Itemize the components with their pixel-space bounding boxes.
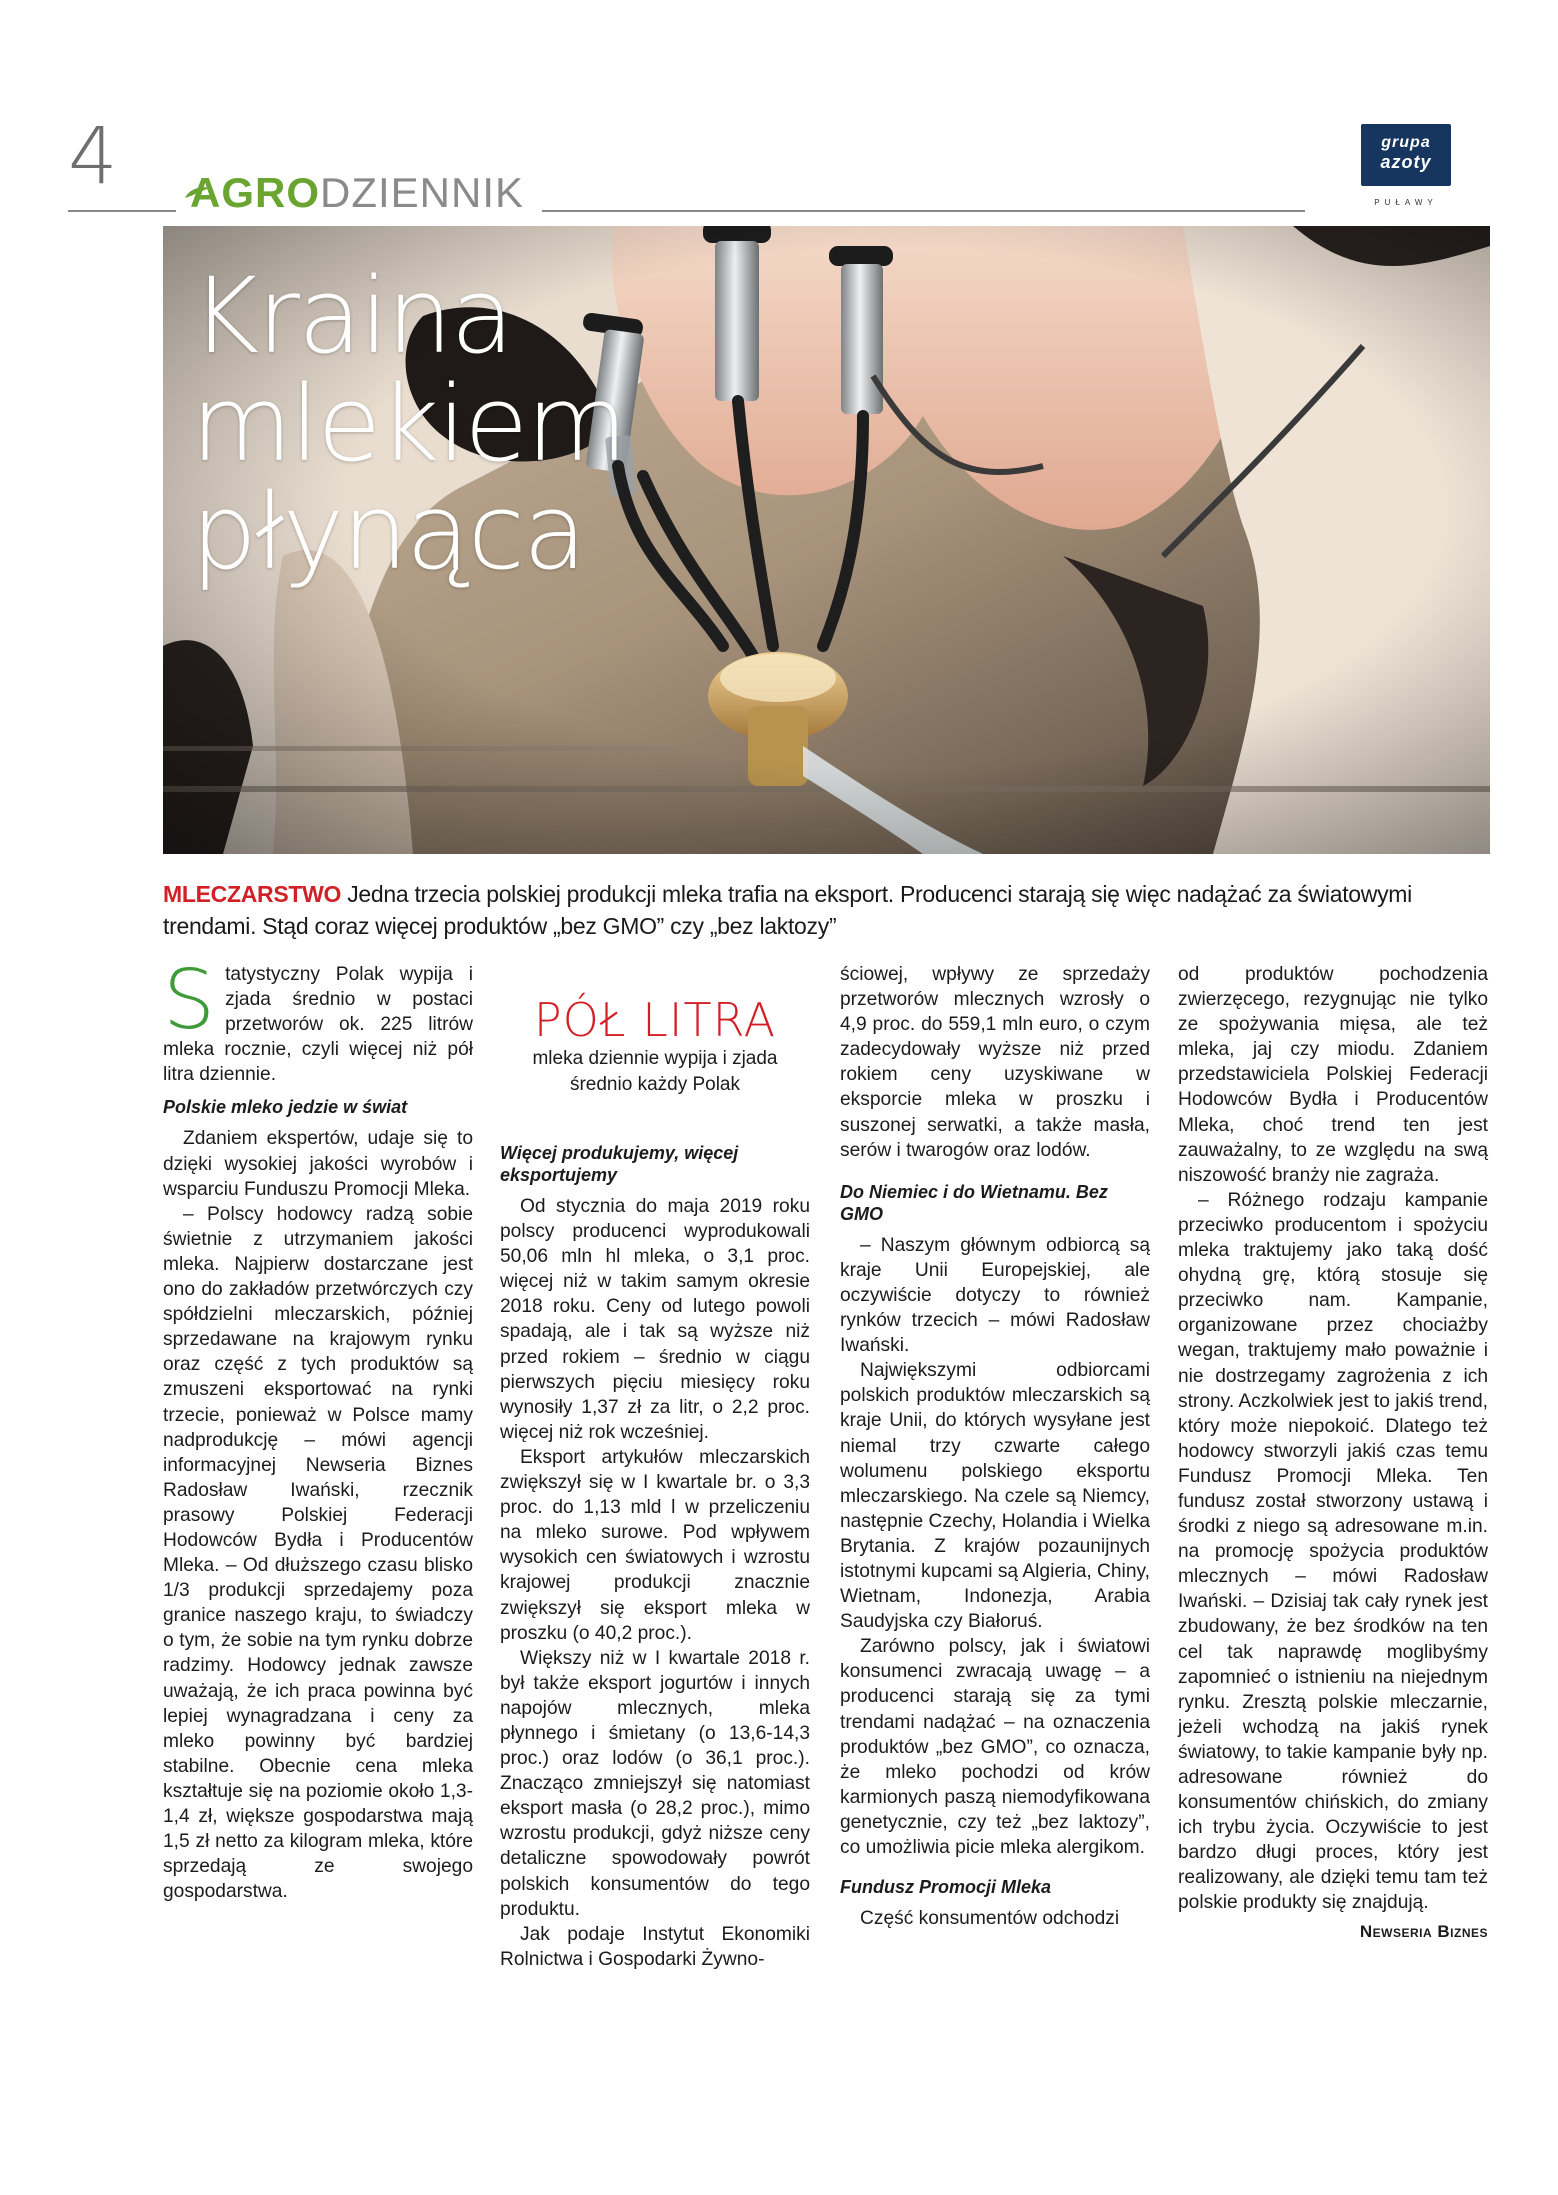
intro-text: tatystyczny Polak wypija i zjada średnio w postaci przetworów ok. 225 litrów mleka rocznie, czyli więcej niż pół litra dziennie. [163,964,473,1086]
column-2 [500,962,810,1972]
pull-quote [500,993,810,1098]
article-headline [191,255,626,593]
paragraph: od produktów pochodzenia zwierzęcego, rezygnując nie tylko ze spożywania mięsa, ale też mleka, jaj czy miodu. Zdaniem przedstawiciela Polskiej Federacji Hodowców Bydła i Producentów Mleka, choć trend ten jest zauważalny, to ze względu na swą niszowość branży nie zagraża. [1178,964,1488,1186]
headline-line-2: mlekiem [191,363,626,485]
paragraph: ściowej, wpływy ze sprzedaży przetworów mlecznych wzrosły o 4,9 proc. do 559,1 mln euro, o czym zadecydowały wyższe niż przed rokiem ceny uzyskiwane w eksporcie mleka w proszku i suszonej serwatki, a także masła, serów i twarogów oraz lodów. [840,964,1150,1161]
lead-kicker: MLECZARSTWO [163,881,342,907]
subheading: Więcej produkujemy, więcej eksportujemy [500,1143,739,1185]
paragraph: Eksport artykułów mleczarskich zwiększył się w I kwartale br. o 3,3 proc. do 1,13 mld l w przeliczeniu na mleko surowe. Pod wpływem wysokich cen światowych i wzrostu krajowej produkcji znacznie zwiększył się eksport mleka w proszku (o 40,2 proc.). [500,1446,810,1644]
paragraph: Większy niż w I kwartale 2018 r. był także eksport jogurtów i innych napojów mlecznych, mleka płynnego i śmietany (o 13,6-14,3 proc.) oraz lodów (o 36,1 proc.). Znacząco zmniejszył się natomiast eksport masła (o 28,2 proc.), mimo wzrostu produkcji, gdyż niższe ceny detaliczne spowodowały powrót polskich konsumentów do tego produktu. [500,1647,810,1920]
subheading: Fundusz Promocji Mleka [840,1877,1052,1898]
leaf-icon [184,186,210,200]
headline-line-1: Kraina [191,255,513,377]
paragraph: – Naszym głównym odbiorcą są kraje Unii Europejskiej, ale oczywiście dotyczy to również rynków trzecich – mówi Radosław Iwański. [840,1234,1150,1357]
paragraph: Od stycznia do maja 2019 roku polscy producenci wyprodukowali 50,06 mln hl mleka, o 3,1 proc. więcej niż w takim samym okresie 2018 roku. Ceny od lutego powoli spadają, ale i tak są wyższe niż przed rokiem – średnio w ciągu pierwszych pięciu miesięcy roku wynosiły 1,37 zł za litr, o 2,2 proc. więcej niż rok wcześniej. [500,1196,810,1443]
lead-text: Jedna trzecia polskiej produkcji mleka trafia na eksport. Producenci starają się więc nadążać za światowymi trendami. Stąd coraz więcej produktów „bez GMO” czy „bez laktozy” [163,881,1412,939]
intro-paragraph [163,953,473,1087]
paragraph: Część konsumentów odchodzi [860,1908,1120,1930]
drop-cap: S [163,953,216,1048]
column-4 [1178,962,1488,1944]
grupa-azoty-logo [1361,124,1451,186]
page-number: 4 [68,112,118,202]
pull-quote-title: PÓŁ LITRA [533,993,777,1047]
column-3 [840,962,1150,1931]
brand-agro: AGRO [190,169,320,216]
paragraph: Jak podaje Instytut Ekonomiki Rolnictwa i Gospodarki Żywno- [500,1923,810,1970]
column-1 [163,953,473,1904]
brand-dziennik: DZIENNIK [320,169,525,216]
subheading: Polskie mleko jedzie w świat [163,1097,408,1118]
subheading: Do Niemiec i do Wietnamu. Bez GMO [840,1181,1108,1224]
hero-photo [163,226,1490,854]
paragraph: Największymi odbiorcami polskich produktów mleczarskich są kraje Unii, do których wysyłane jest niemal trzy czwarte całego wolumenu polskiego eksportu mleczarskiego. Na czele są Niemcy, następnie Czechy, Holandia i Wielka Brytania. Z krajów pozaunijnych istotnymi kupcami są Algieria, Chiny, Wietnam, Indonezja, Arabia Saudyjska czy Białoruś. [840,1360,1150,1633]
author-signoff: Newseria Biznes [1359,1921,1488,1941]
paragraph: Zarówno polscy, jak i światowi konsumenci zwracają uwagę – a producenci starają się za tymi trendami nadążać – na oznaczenia produktów „bez GMO”, co oznacza, że mleko pochodzi od krów karmionych paszą niemodyfikowana genetycznie, czy też „bez laktozy”, co umożliwia picie mleka alergikom. [840,1636,1150,1858]
paragraph: – Polscy hodowcy radzą sobie świetnie z utrzymaniem jakości mleka. Najpierw dostarczane jest ono do zakładów przetwórczych czy spółdzielni mleczarskich, później sprzedawane na krajowym rynku oraz część z tych produktów są zmuszeni eksportować na rynki trzecie, ponieważ w Polsce mamy nadprodukcję – mówi agencji informacyjnej Newseria Biznes Radosław Iwański, rzecznik prasowy Polskiej Federacji Hodowców Bydła i Producentów Mleka. – Od dłuższego czasu blisko 1/3 produkcji sprzedajemy poza granice naszego kraju, to świadczy o tym, że sobie na tym rynku dobrze radzimy. Hodowcy jednak zawsze uważają, że ich praca powinna być lepiej wynagradzana i ceny za mleko powinny być bardziej stabilne. Obecnie cena mleka kształtuje się na poziomie około 1,3-1,4 zł, większe gospodarstwa mają 1,5 zł netto za kilogram mleka, które sprzedają ze swojego gospodarstwa. [163,1203,473,1903]
logo-line2: azoty [1380,152,1432,172]
logo-line1: grupa [1381,134,1431,151]
article-lead [163,878,1463,942]
header-rule-right [542,210,1305,212]
paragraph: Zdaniem ekspertów, udaje się to dzięki wysokiej jakości wyrobów i wsparciu Funduszu Promocji Mleka. [163,1128,473,1200]
header-rule-left [68,210,176,212]
headline-line-3: płynąca [191,471,585,593]
masthead-brand [190,169,525,216]
logo-subtitle: PUŁAWY [1374,198,1438,207]
pull-quote-caption: mleka dziennie wypija i zjada średnio każdy Polak [532,1048,778,1095]
paragraph: – Różnego rodzaju kampanie przeciwko producentom i spożyciu mleka traktujemy jako taką dość ohydną grę, którą stosuje się przeciwko nam. Kampanie, organizowane przez chociażby wegan, traktujemy mało poważnie i nie dostrzegamy zagrożenia z ich strony. Aczkolwiek jest to jakiś trend, który może niepokoić. Dlatego też hodowcy stworzyli jakiś czas temu Fundusz Promocji Mleka. Ten fundusz został stworzony ustawą i środki z niego są adresowane m.in. na promocję spożycia produktów mlecznych – mówi Radosław Iwański. – Dzisiaj tak cały rynek jest zbudowany, że bez środków na ten cel tak naprawdę moglibyśmy zapomnieć o istnieniu na niejednym rynku. Zresztą polskie mleczarnie, jeżeli wchodzą na jakiś rynek światowy, to takie kampanie były np. adresowane również do konsumentów chińskich, do zmiany ich trybu życia. Oczywiście to jest bardzo długi proces, który jest realizowany, ale dzięki temu tam też polskie produkty się znajdują. [1178,1189,1488,1914]
